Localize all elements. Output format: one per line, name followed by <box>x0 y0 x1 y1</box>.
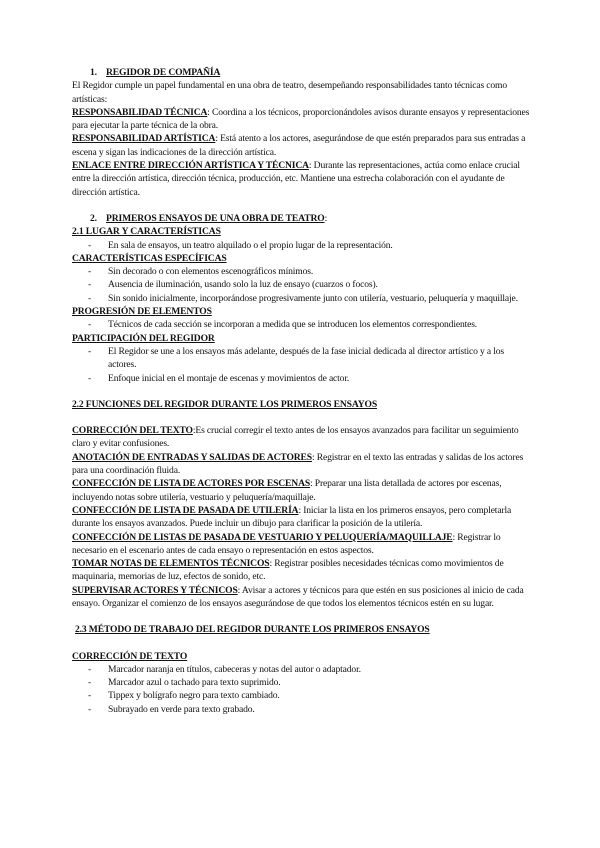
section-2-heading <box>72 212 532 225</box>
list-item: - Ausencia de iluminación, usando solo la luz de ensayo (cuarzos o focos). <box>72 278 532 291</box>
item-text: : Registrar en el texto las entradas y salidas de los actores para una coordinación fluida. <box>72 451 524 477</box>
subsection-2-2-title: 2.2 FUNCIONES DEL REGIDOR DURANTE LOS PRIMEROS ENSAYOS <box>72 398 377 410</box>
subsection-2-1-title: 2.1 LUGAR Y CARACTERÍSTICAS <box>72 226 221 238</box>
item-text: : Durante las representaciones, actúa como enlace crucial entre la dirección artística, dirección técnica, producción, etc. Mantiene una estrecha colaboración con el ayudante de dirección artística. <box>72 160 520 198</box>
list-item: - Sin sonido inicialmente, incorporándose progresivamente junto con utilería, vestuario, peluquería y maquillaje. <box>72 292 532 305</box>
item-text: : Registrar posibles necesidades técnicas como movimientos de maquinaria, memorias de luz, efectos de sonido, etc. <box>72 558 504 583</box>
item-term: ANOTACIÓN DE ENTRADAS Y SALIDAS DE ACTORES <box>72 451 312 463</box>
section-2-number: 2. <box>90 212 97 224</box>
function-item <box>72 531 532 558</box>
item-term: ENLACE ENTRE DIRECCIÓN ARTÍSTICA Y TÉCNICA <box>72 160 309 172</box>
function-item <box>72 451 532 478</box>
section-1-heading <box>72 66 532 79</box>
participacion-title: PARTICIPACIÓN DEL REGIDOR <box>72 332 215 344</box>
function-item <box>72 584 532 611</box>
list-item: - Marcador azul o tachado para texto suprimido. <box>72 676 532 689</box>
list-item: - Enfoque inicial en el montaje de escenas y movimientos de actor. <box>72 372 532 385</box>
section-2-title: PRIMEROS ENSAYOS DE UNA OBRA DE TEATRO <box>106 212 325 224</box>
section-2-title-suffix: : <box>324 212 328 224</box>
item-term: SUPERVISAR ACTORES Y TÉCNICOS <box>72 584 238 596</box>
caracteristicas-title: CARACTERÍSTICAS ESPECÍFICAS <box>72 252 227 264</box>
item-term: CONFECCIÓN DE LISTA DE ACTORES POR ESCENAS <box>72 478 311 490</box>
item-text: : Avisar a actores y técnicos para que estén en sus posiciones al inicio de cada ensayo. Organizar el comienzo de los ensayos asegurándose de que todos los elementos técnicos estén en su lugar. <box>72 584 524 609</box>
section-1-title: REGIDOR DE COMPAÑÍA <box>106 67 221 78</box>
section-1-item <box>72 159 532 199</box>
section-1-intro: El Regidor cumple un papel fundamental en una obra de teatro, desempeñando responsabilidades tanto técnicas como artísticas: <box>72 80 508 105</box>
item-term: RESPONSABILIDAD ARTÍSTICA <box>72 133 216 145</box>
document-page <box>72 66 532 716</box>
section-1-item <box>72 106 532 133</box>
item-text: :Es crucial corregir el texto antes de los ensayos avanzados para facilitar un seguimiento claro y evitar confusiones. <box>72 425 519 450</box>
list-item: - Técnicos de cada sección se incorporan a medida que se introducen los elementos correspondientes. <box>72 318 532 331</box>
list-item: - En sala de ensayos, un teatro alquilado o el propio lugar de la representación. <box>72 239 532 252</box>
item-term: RESPONSABILIDAD TÉCNICA <box>72 106 208 118</box>
function-item <box>72 424 532 451</box>
item-term: CONFECCIÓN DE LISTA DE PASADA DE UTILERÍA <box>72 504 299 516</box>
item-text: : Registrar lo necesario en el escenario antes de cada ensayo o representación en estos aspectos. <box>72 531 501 556</box>
function-item <box>72 504 532 531</box>
list-item: - Sin decorado o con elementos escenográficos mínimos. <box>72 265 532 278</box>
progresion-title: PROGRESIÓN DE ELEMENTOS <box>72 306 212 318</box>
correccion-texto-title: CORRECCIÓN DE TEXTO <box>72 650 188 662</box>
list-item: - Tippex y bolígrafo negro para texto cambiado. <box>72 689 532 702</box>
function-item <box>72 477 532 504</box>
section-1-item <box>72 132 532 159</box>
item-text: : Está atento a los actores, asegurándose de que estén preparados para sus entradas a escena y sigan las indicaciones de la dirección artística. <box>72 133 526 158</box>
item-term: TOMAR NOTAS DE ELEMENTOS TÉCNICOS <box>72 558 270 570</box>
section-1-number: 1. <box>90 67 97 78</box>
subsection-2-3-title: 2.3 MÉTODO DE TRABAJO DEL REGIDOR DURANTE LOS PRIMEROS ENSAYOS <box>75 624 430 636</box>
list-item: - Subrayado en verde para texto grabado. <box>72 703 532 716</box>
list-item: - El Regidor se une a los ensayos más adelante, después de la fase inicial dedicada al director artístico y a los actores. <box>72 345 532 372</box>
item-text: : Iniciar la lista en los primeros ensayos, pero completarla durante los ensayos avanzados. Puede incluir un dibujo para clarificar la posición de la utilería. <box>72 504 512 530</box>
list-item: - Marcador naranja en títulos, cabeceras y notas del autor o adaptador. <box>72 663 532 676</box>
item-text: : Preparar una lista detallada de actores por escenas, incluyendo notas sobre utilería, vestuario y peluquería/maquillaje. <box>72 478 502 503</box>
item-text: : Coordina a los técnicos, proporcionándoles avisos durante ensayos y representaciones para ejecutar la parte técnica de la obra. <box>72 106 530 132</box>
function-item <box>72 557 532 584</box>
item-term: CORRECCIÓN DEL TEXTO <box>72 425 193 437</box>
item-term: CONFECCIÓN DE LISTAS DE PASADA DE VESTUARIO Y PELUQUERÍA/MAQUILLAJE <box>72 531 453 543</box>
